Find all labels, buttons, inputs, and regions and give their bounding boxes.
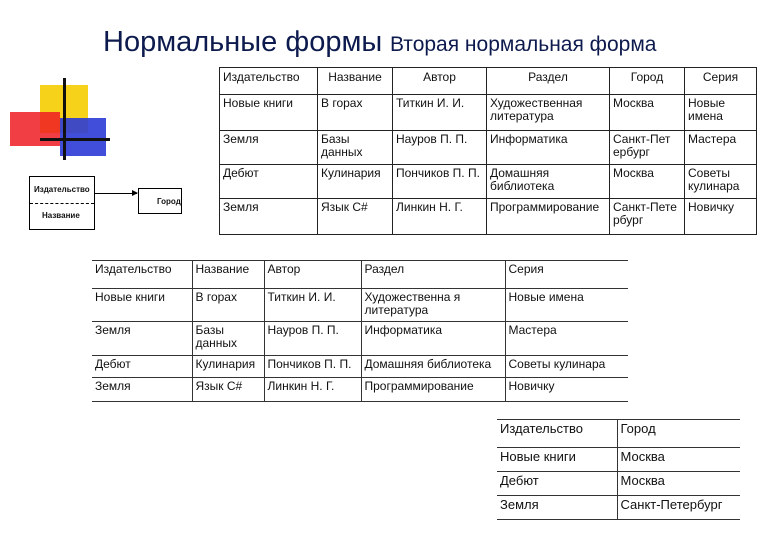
table-cell: Пончиков П. П. bbox=[264, 356, 361, 378]
table-row bbox=[220, 131, 757, 165]
diagram-box-right bbox=[138, 188, 182, 214]
diagram-label-city: Город bbox=[157, 197, 181, 206]
column-header: Издательство bbox=[220, 68, 318, 95]
table-cell: Земля bbox=[92, 378, 192, 402]
table-cell: Санкт-Пете рбург bbox=[610, 199, 685, 235]
table-cell: Санкт-Пет ербург bbox=[610, 131, 685, 165]
table-cell: Информатика bbox=[487, 131, 610, 165]
column-header: Серия bbox=[505, 261, 628, 289]
table-cell: Советы кулинара bbox=[685, 165, 757, 199]
table-cell: Новые книги bbox=[220, 95, 318, 131]
table-cell: Новичку bbox=[685, 199, 757, 235]
table-cell: Новые имена bbox=[685, 95, 757, 131]
column-header: Автор bbox=[264, 261, 361, 289]
table-cell: Земля bbox=[497, 496, 617, 520]
diagram-arrow bbox=[95, 193, 137, 194]
table-cell: В горах bbox=[318, 95, 393, 131]
page-title: Нормальные формы bbox=[103, 26, 383, 58]
table-row bbox=[220, 199, 757, 235]
table-cell: Титкин И. И. bbox=[393, 95, 487, 131]
table-cell: Земля bbox=[220, 131, 318, 165]
table-row bbox=[497, 472, 740, 496]
table-cell: Новые книги bbox=[497, 448, 617, 472]
table-header-row bbox=[497, 420, 740, 448]
table-row bbox=[92, 289, 628, 322]
table-row bbox=[220, 165, 757, 199]
table-cell: Новые имена bbox=[505, 289, 628, 322]
table-cell: Пончиков П. П. bbox=[393, 165, 487, 199]
diagram-label-name: Название bbox=[42, 211, 80, 220]
table-cell: Художественная литература bbox=[487, 95, 610, 131]
column-header: Автор bbox=[393, 68, 487, 95]
table-cell: Информатика bbox=[361, 322, 505, 356]
table-publisher-city bbox=[497, 419, 740, 520]
table-cell: Земля bbox=[92, 322, 192, 356]
column-header: Издательство bbox=[497, 420, 617, 448]
table-cell: Кулинария bbox=[192, 356, 264, 378]
table-second-normal-form-full bbox=[219, 67, 757, 235]
page-subtitle: Вторая нормальная форма bbox=[390, 33, 657, 56]
column-header: Издательство bbox=[92, 261, 192, 289]
table-books bbox=[92, 260, 628, 402]
table-cell: Язык С# bbox=[318, 199, 393, 235]
table-cell: Науров П. П. bbox=[393, 131, 487, 165]
table-cell: Дебют bbox=[220, 165, 318, 199]
table-cell: Москва bbox=[610, 165, 685, 199]
table-cell: Линкин Н. Г. bbox=[393, 199, 487, 235]
table-cell: Домашняя библиотека bbox=[361, 356, 505, 378]
column-header: Раздел bbox=[487, 68, 610, 95]
table-row bbox=[497, 496, 740, 520]
table-cell: Москва bbox=[617, 472, 740, 496]
column-header: Город bbox=[617, 420, 740, 448]
table-header-row bbox=[92, 261, 628, 289]
table-cell: Науров П. П. bbox=[264, 322, 361, 356]
table-cell: Новые книги bbox=[92, 289, 192, 322]
table-cell: Программирование bbox=[361, 378, 505, 402]
table-row bbox=[92, 356, 628, 378]
table-row bbox=[92, 322, 628, 356]
table-cell: Москва bbox=[617, 448, 740, 472]
column-header: Город bbox=[610, 68, 685, 95]
table-cell: Мастера bbox=[505, 322, 628, 356]
table-cell: Базы данных bbox=[192, 322, 264, 356]
table-cell: Программирование bbox=[487, 199, 610, 235]
table-cell: Дебют bbox=[497, 472, 617, 496]
table-cell: Базы данных bbox=[318, 131, 393, 165]
column-header: Серия bbox=[685, 68, 757, 95]
table-cell: Художественна я литература bbox=[361, 289, 505, 322]
table-cell: Титкин И. И. bbox=[264, 289, 361, 322]
table-row bbox=[92, 378, 628, 402]
table-cell: Дебют bbox=[92, 356, 192, 378]
table-cell: Кулинария bbox=[318, 165, 393, 199]
table-cell: Линкин Н. Г. bbox=[264, 378, 361, 402]
table-cell: Санкт-Петербург bbox=[617, 496, 740, 520]
table-cell: Домашняя библиотека bbox=[487, 165, 610, 199]
table-header-row bbox=[220, 68, 757, 95]
diagram-box-left bbox=[29, 176, 95, 230]
table-cell: Земля bbox=[220, 199, 318, 235]
diagram-label-publisher: Издательство bbox=[34, 185, 90, 194]
column-header: Название bbox=[318, 68, 393, 95]
column-header: Название bbox=[192, 261, 264, 289]
table-row bbox=[220, 95, 757, 131]
table-cell: Мастера bbox=[685, 131, 757, 165]
table-row bbox=[497, 448, 740, 472]
table-cell: Язык С# bbox=[192, 378, 264, 402]
table-cell: Советы кулинара bbox=[505, 356, 628, 378]
table-cell: Москва bbox=[610, 95, 685, 131]
column-header: Раздел bbox=[361, 261, 505, 289]
table-cell: Новичку bbox=[505, 378, 628, 402]
table-cell: В горах bbox=[192, 289, 264, 322]
